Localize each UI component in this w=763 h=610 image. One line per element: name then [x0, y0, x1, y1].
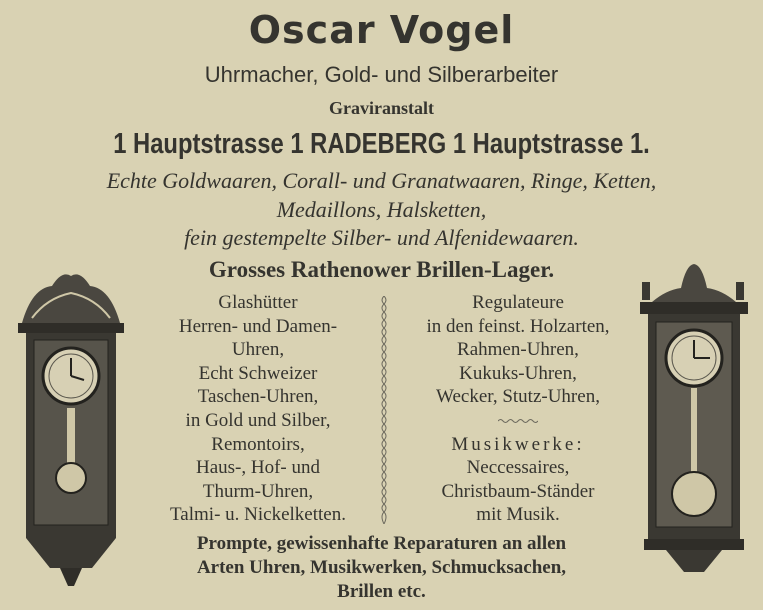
list-item: in den feinst. Holzarten,: [426, 315, 610, 337]
wavy-divider: [377, 296, 391, 524]
footer-line: Prompte, gewissenhafte Reparaturen an allen: [196, 533, 567, 554]
script-line: Medaillons, Halsketten,: [276, 197, 487, 222]
list-item: Regulateure: [472, 292, 564, 313]
list-item: Herren- und Damen-: [178, 315, 338, 337]
subtitle: Graviranstalt: [329, 98, 434, 118]
list-item: Thurm-Uhren,: [202, 480, 314, 502]
list-item: Echt Schweizer: [198, 362, 318, 384]
left-column: [138, 291, 378, 527]
right-column: [392, 291, 644, 527]
list-item: Talmi- u. Nickelketten.: [170, 504, 346, 526]
footer-line: Arten Uhren, Musikwerken, Schmucksachen,: [196, 557, 567, 578]
list-item: mit Musik.: [476, 504, 560, 526]
footer-line: Brillen etc.: [337, 581, 426, 602]
wall-clock-illustration-right: [636, 260, 752, 582]
music-heading: Musikwerke:: [451, 433, 585, 455]
list-item: Uhren,: [231, 339, 285, 361]
list-item: Haus-, Hof- und: [195, 457, 320, 479]
wall-clock-illustration-left: [12, 268, 130, 588]
script-line: fein gestempelte Silber- und Alfenidewaaren.: [184, 225, 579, 250]
list-item: Rahmen-Uhren,: [457, 339, 579, 361]
headline: Grosses Rathenower Brillen-Lager.: [208, 257, 555, 282]
list-item: Glashütter: [218, 292, 298, 313]
list-item: in Gold und Silber,: [185, 409, 331, 431]
script-line: Echte Goldwaaren, Corall- und Granatwaaren, Ringe, Ketten,: [106, 168, 657, 193]
list-item: Remontoirs,: [211, 433, 305, 455]
shop-name: Oscar Vogel: [248, 8, 515, 52]
profession: Uhrmacher, Gold- und Silberarbeiter: [204, 62, 559, 87]
list-item: Wecker, Stutz-Uhren,: [436, 386, 600, 408]
address: 1 Hauptstrasse 1 RADEBERG 1 Hauptstrasse 1.: [113, 128, 650, 160]
list-item: Neccessaires,: [466, 457, 570, 479]
swash-ornament: [392, 409, 644, 433]
list-item: Christbaum-Ständer: [441, 480, 595, 502]
list-item: Taschen-Uhren,: [197, 386, 319, 408]
list-item: Kukuks-Uhren,: [459, 362, 577, 384]
